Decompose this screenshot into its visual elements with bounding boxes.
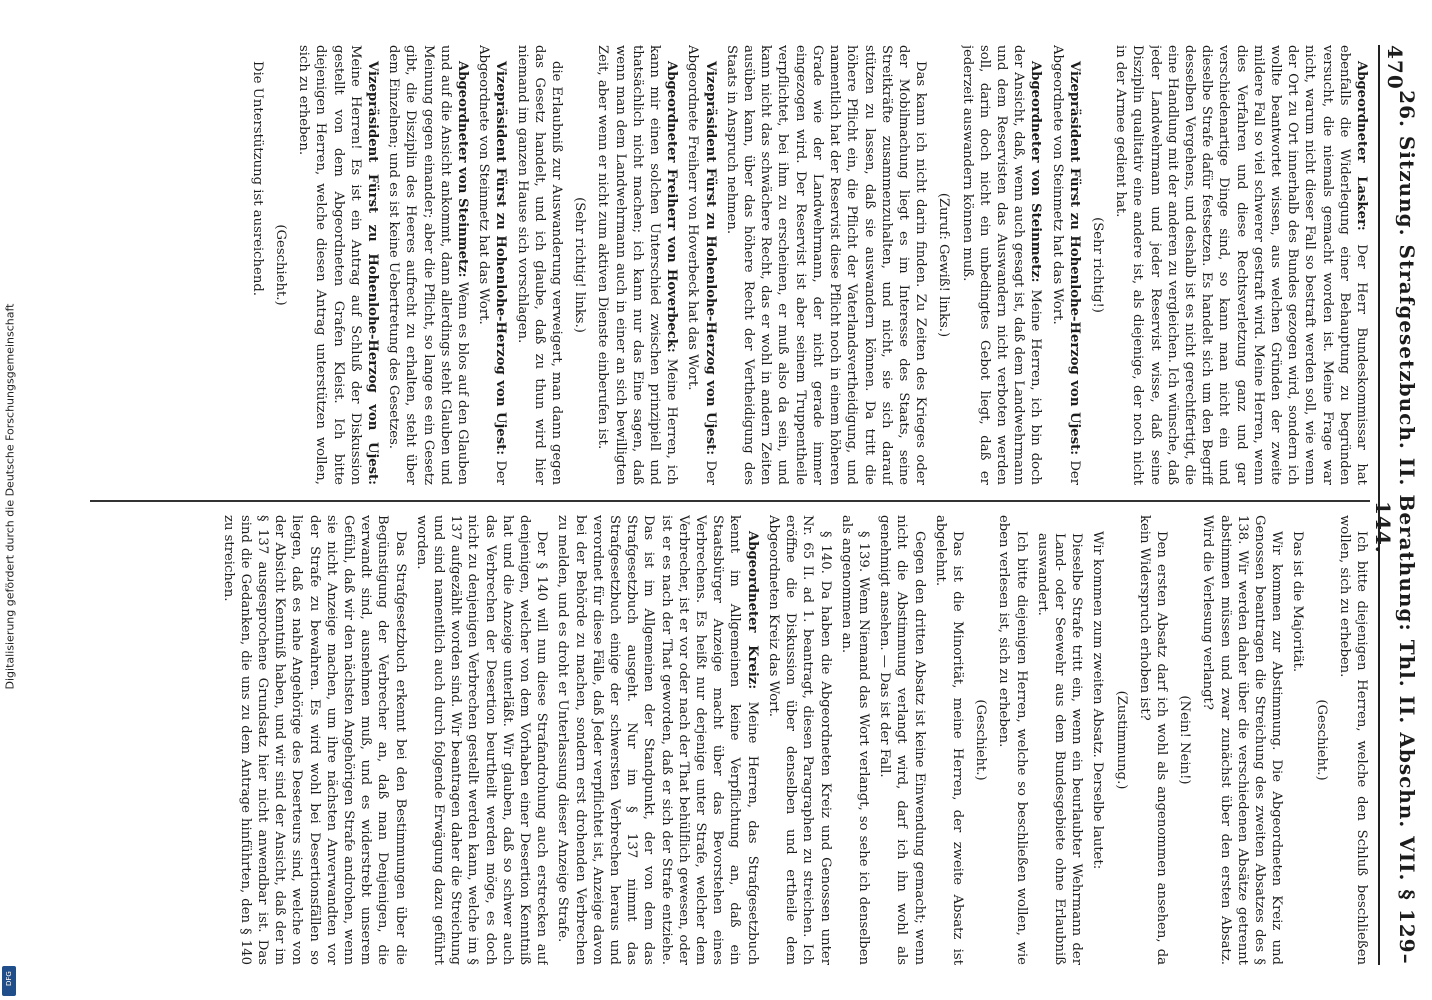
paragraph-text: Ich bitte diejenigen Herren, welche so beschließen wollen, wie eben verlesen ist, sich zu erheben. <box>996 515 1029 965</box>
paragraph <box>249 45 266 485</box>
paragraph-text: Die Unterstützung ist ausreichend. <box>249 61 265 296</box>
paragraph-text: Meine Herren! Es ist ein Antrag auf Schluß der Diskussion gestellt von dem Abgeordneten Grafen Kleist. Ich bitte diejenigen Herren, welche diesen Antrag unterstützen wollen, sich zu erheben. <box>296 45 363 485</box>
stage-direction: (Geschieht.) <box>273 224 289 306</box>
paragraph-text: § 139. Wenn Niemand das Wort verlangt, so sehe ich denselben als angenommen an. <box>838 515 871 965</box>
paragraph-text: Gegen den dritten Absatz ist keine Einwendung gemacht; wenn nicht die Abstimmung verlangt wird, darf ich ihn wohl als genehmigt ansehen. — Das ist der Fall. <box>877 515 927 965</box>
paragraph <box>1199 515 1285 965</box>
paragraph <box>838 515 872 965</box>
paragraph-text: die Erlaubniß zur Auswanderung verweigert, man dann gegen das Gesetz handelt, und ich glaube, daß zu thun wird hier niemand im ganzen Hause sich vorschlagen. <box>514 45 565 485</box>
dfg-logo: DFG <box>2 966 16 996</box>
paragraph-text: Das Strafgesetzbuch erkennt bei den Bestimmungen über die Begünstigung der Verbrecher an, daß man Denjenigen, die verwandt sind, ausnehmen muß, und es widerstrebt unserem Gefühl, daß wir den nächsten Angehörigen Strafe androhen, wenn sie nicht Anzeige machen, um ihre nächsten Anverwandten vor der Strafe zu bewahren. Es wird wohl bei Desertionsfällen so liegen, daß es nahe Angehörige des Deserteurs sind, welche von der Absicht Kenntniß haben, und wir sind der Ansicht, daß der im § 137 ausgesprochene Grundsatz hier nicht anwendbar ist. Das sind die Gedanken, die uns zu dem Antrage hinführten, den § 140 zu streichen. <box>220 515 408 965</box>
paragraph-text: Der Abgeordnete von Steinmetz hat das Wort. <box>476 45 509 485</box>
document-page <box>80 45 1419 965</box>
speaker-name: Vizepräsident Fürst zu Hohenlohe-Herzog von Ujest: <box>365 61 381 485</box>
paragraph <box>1289 515 1306 965</box>
paragraph <box>513 45 565 485</box>
speaker-name: Abgeordneter Freiherr von Hoverbeck: <box>664 61 680 353</box>
paragraph <box>995 515 1029 965</box>
paragraph-text: Der § 140 will nun diese Strafandrohung auch erstrecken auf denjenigen, welcher von dem Vorhaben einer Desertion Kenntniß hat und die Anzeige unterläßt. Wir glauben, daß so schwer auch das Verbrechen der Desertion beurtheilt werden möge, es doch nicht zu denjenigen Verbrechen gestellt werden kann, welche im § 137 aufgezählt worden sind. Wir beantragen daher die Streichung und sind namentlich auch durch folgende Erwägung dazu geführt worden. <box>413 515 550 965</box>
page-title: 26. Sitzung. Strafgesetzbuch. II. Berathung: Thl. II. Abschn. VII. § 129–144. <box>1371 90 1419 965</box>
paragraph <box>475 45 509 485</box>
paragraph-text: Der Herr Bundeskommissar hat ebenfalls die Widerlegung einer Behauptung zu begründen versucht, die niemals gemacht worden ist. Meine Frage war nicht, warum nicht dieser Fall so bestraft werden soll, wie wenn der Ort zu Ort innerhalb des Bundes gezogen wird, sondern ich wollte beantwortet wissen, aus welchen Gründen der zweite mildere Fall so viel schwerer gestraft wird. Meine Herren, wenn dies Verfahren und diese Rechtsverletzung ganz und gar verschiedenartige Dinge sind, so kann man nicht ein und dieselbe Strafe dafür festsetzen. Es handelt sich um den Begriff desselben Vergehens, und deshalb ist es nicht gerechtfertigt, die eine Handlung mit der anderen zu vergleichen. Ich wünsche, daß jeder Landwehrmann und jeder Reservist wisse, daß seine Disziplin qualitativ eine andere ist, als diejenige, der noch nicht in der Armee gedient hat. <box>1113 45 1369 485</box>
speaker-name: Vizepräsident Fürst zu Hohenlohe-Herzog von Ujest: <box>1066 61 1082 456</box>
paragraph <box>219 515 408 965</box>
paragraph <box>1336 515 1370 965</box>
paragraph-text: Den ersten Absatz darf ich wohl als angenommen ansehen, da kein Widerspruch erhoben ist? <box>1136 515 1169 965</box>
stage-direction: (Sehr richtig!) <box>1089 217 1105 313</box>
paragraph-text: Meine Herren, ich kann mir einen solchen Unterschied zwischen prinzipiell und thatsächlich nicht machen; ich kann nur das Eine sagen, daß wenn man dem Landwehrmann auch in einer an sich bewilligten Zeit, aber wenn er nicht zum aktiven Dienste einberufen ist. <box>595 45 680 485</box>
paragraph <box>1136 515 1170 965</box>
stage-direction: (Geschieht.) <box>973 699 989 781</box>
paragraph-text: Meine Herren, ich bin doch der Ansicht, daß, wenn auch gesagt ist, daß dem Landwehrmann und dem Reservisten das Auswandern nicht verboten werden soll, darin doch nicht ein unbedingtes Gebot liegt, daß er jederzeit auswandern können muß. <box>959 45 1044 485</box>
credit-text: Digitalisierung gefördert durch die Deutsche Forschungsgemeinschaft <box>3 303 17 690</box>
paragraph <box>1048 45 1082 485</box>
paragraph <box>295 45 381 485</box>
column-divider <box>90 500 1370 502</box>
paragraph <box>723 45 929 485</box>
paragraph <box>554 515 760 965</box>
paragraph-text: Ich bitte diejenigen Herren, welche den Schluß beschließen wollen, sich zu erheben. <box>1336 515 1369 965</box>
left-column <box>90 45 1370 485</box>
stage-direction: (Sehr richtig! links.) <box>572 197 588 333</box>
paragraph-text: Wenn es blos auf den Glauben und auf die Ansicht ankommt, dann allerdings steht Glauben und Meinung gegen einander; aber die Pflicht, so lange es ein Gesetz gibt, die Disziplin des Heeres aufrecht zu erhalten, steht über dem Einzelnen; und es ist keine Uebertretung des Gesetzes. <box>386 45 471 485</box>
paragraph-text: Wir kommen zum zweiten Absatz. Derselbe lautet: <box>1090 531 1106 870</box>
paragraph-text: Das kann ich nicht darin finden. Zu Zeiten des Krieges oder der Mobilmachung liegt es im Interesse des Staats, seine Streitkräfte zusammenzuhalten, und nicht, sie sich darauf stützen zu lassen, daß sie auswandern können. Da tritt die höhere Pflicht ein, die Pflicht der Vaterlandsvertheidigung, und namentlich hat der Reservist diese Pflicht noch in einem höheren Grade wie der Landwehrmann, der nicht gerade immer eingezogen wird. Der Reservist ist aber seinem Truppentheile verpflichtet, bei ihm zu erscheinen, er muß also da sein, und kann nicht das schwächere Recht, das er wohl in andern Zeiten ausüben kann, über das höhere Recht der Vertheidigung des Staats in Anspruch nehmen. <box>723 45 929 485</box>
speaker-name: Abgeordneter von Steinmetz: <box>1028 61 1044 283</box>
stage-direction: (Zuruf: Gewiß! links.) <box>936 192 952 338</box>
speaker-name: Vizepräsident Fürst zu Hohenlohe-Herzog von Ujest: <box>493 61 509 456</box>
right-column <box>90 515 1370 965</box>
stage-direction: (Nein! Nein!) <box>1177 695 1193 785</box>
stage-direction: (Zustimmung.) <box>1113 690 1129 790</box>
paragraph-text: Wir kommen zur Abstimmung. Die Abgeordneten Kreiz und Genossen beantragen die Streichung des zweiten Absatzes des § 138. Wir werden daher über die verschiedenen Absätze getrennt abstimmen müssen und zwar zunächst über den ersten Absatz. Wird die Verlesung verlangt? <box>1200 515 1285 965</box>
stage-direction: (Geschieht.) <box>1313 699 1329 781</box>
paragraph <box>1089 515 1106 965</box>
paragraph <box>684 45 718 485</box>
paragraph <box>765 515 834 965</box>
speaker-name: Vizepräsident Fürst zu Hohenlohe-Herzog von Ujest: <box>702 61 718 456</box>
paragraph-text: Der Abgeordnete von Steinmetz hat das Wort. <box>1049 45 1082 485</box>
paragraph <box>876 515 928 965</box>
paragraph <box>413 515 551 965</box>
paragraph-text: Der Abgeordnete Freiherr von Hoverbeck hat das Wort. <box>685 45 718 485</box>
speaker-name: Abgeordneter Lasker: <box>1354 61 1369 231</box>
speaker-name: Abgeordneter von Steinmetz: <box>455 61 471 278</box>
digitization-credit <box>0 0 18 1000</box>
paragraph-text: Meine Herren, das Strafgesetzbuch kennt im Allgemeinen keine Verpflichtung an, daß ein Staatsbürger Anzeige macht über das Bevorstehen eines Verbrechens. Es heißt nur derjenige unter Strafe, welcher dem Verbrecher, ist er vor oder nach der That behülflich gewesen, oder ist er es nach der That geworden, daß er sich der Strafe entziehe. Das ist im Allgemeinen der Standpunkt, der von dem das Strafgesetzbuch ausgeht. Nur im § 137 nimmt das Strafgesetzbuch einige der schwersten Verbrechen heraus und verordnet für diese Fälle, daß Jeder verpflichtet ist, Anzeige davon bei der Behörde zu machen, sondern erst drohenden Verbrechen zu melden, und es droht er Unterlassung dieser Anzeige Strafe. <box>555 515 760 965</box>
paragraph-text: Das ist die Minorität, meine Herren, der zweite Absatz ist abgelehnt. <box>932 515 965 965</box>
paragraph-text: Das ist die Majorität. <box>1290 531 1306 673</box>
speaker-name: Abgeordneter Kreiz: <box>744 531 760 690</box>
paragraph <box>594 45 680 485</box>
paragraph <box>385 45 471 485</box>
page-number: 470 <box>1383 45 1407 90</box>
paragraph <box>958 45 1044 485</box>
page-header <box>1371 45 1419 965</box>
paragraph <box>932 515 966 965</box>
paragraph <box>1112 45 1370 485</box>
quoted-text: Dieselbe Strafe tritt ein, wenn ein beurlaubter Wehrmann der Land- oder Seewehr aus dem Bundesgebiete ohne Erlaubniß auswandert. <box>1034 533 1085 965</box>
paragraph-text: § 140. Da haben die Abgeordneten Kreiz und Genossen unter Nr. 65 II. ad 1. beantragt, diesen Paragraphen zu streichen. Ich eröffne die Diskussion über denselben und ertheile dem Abgeordneten Kreiz das Wort. <box>765 515 833 965</box>
